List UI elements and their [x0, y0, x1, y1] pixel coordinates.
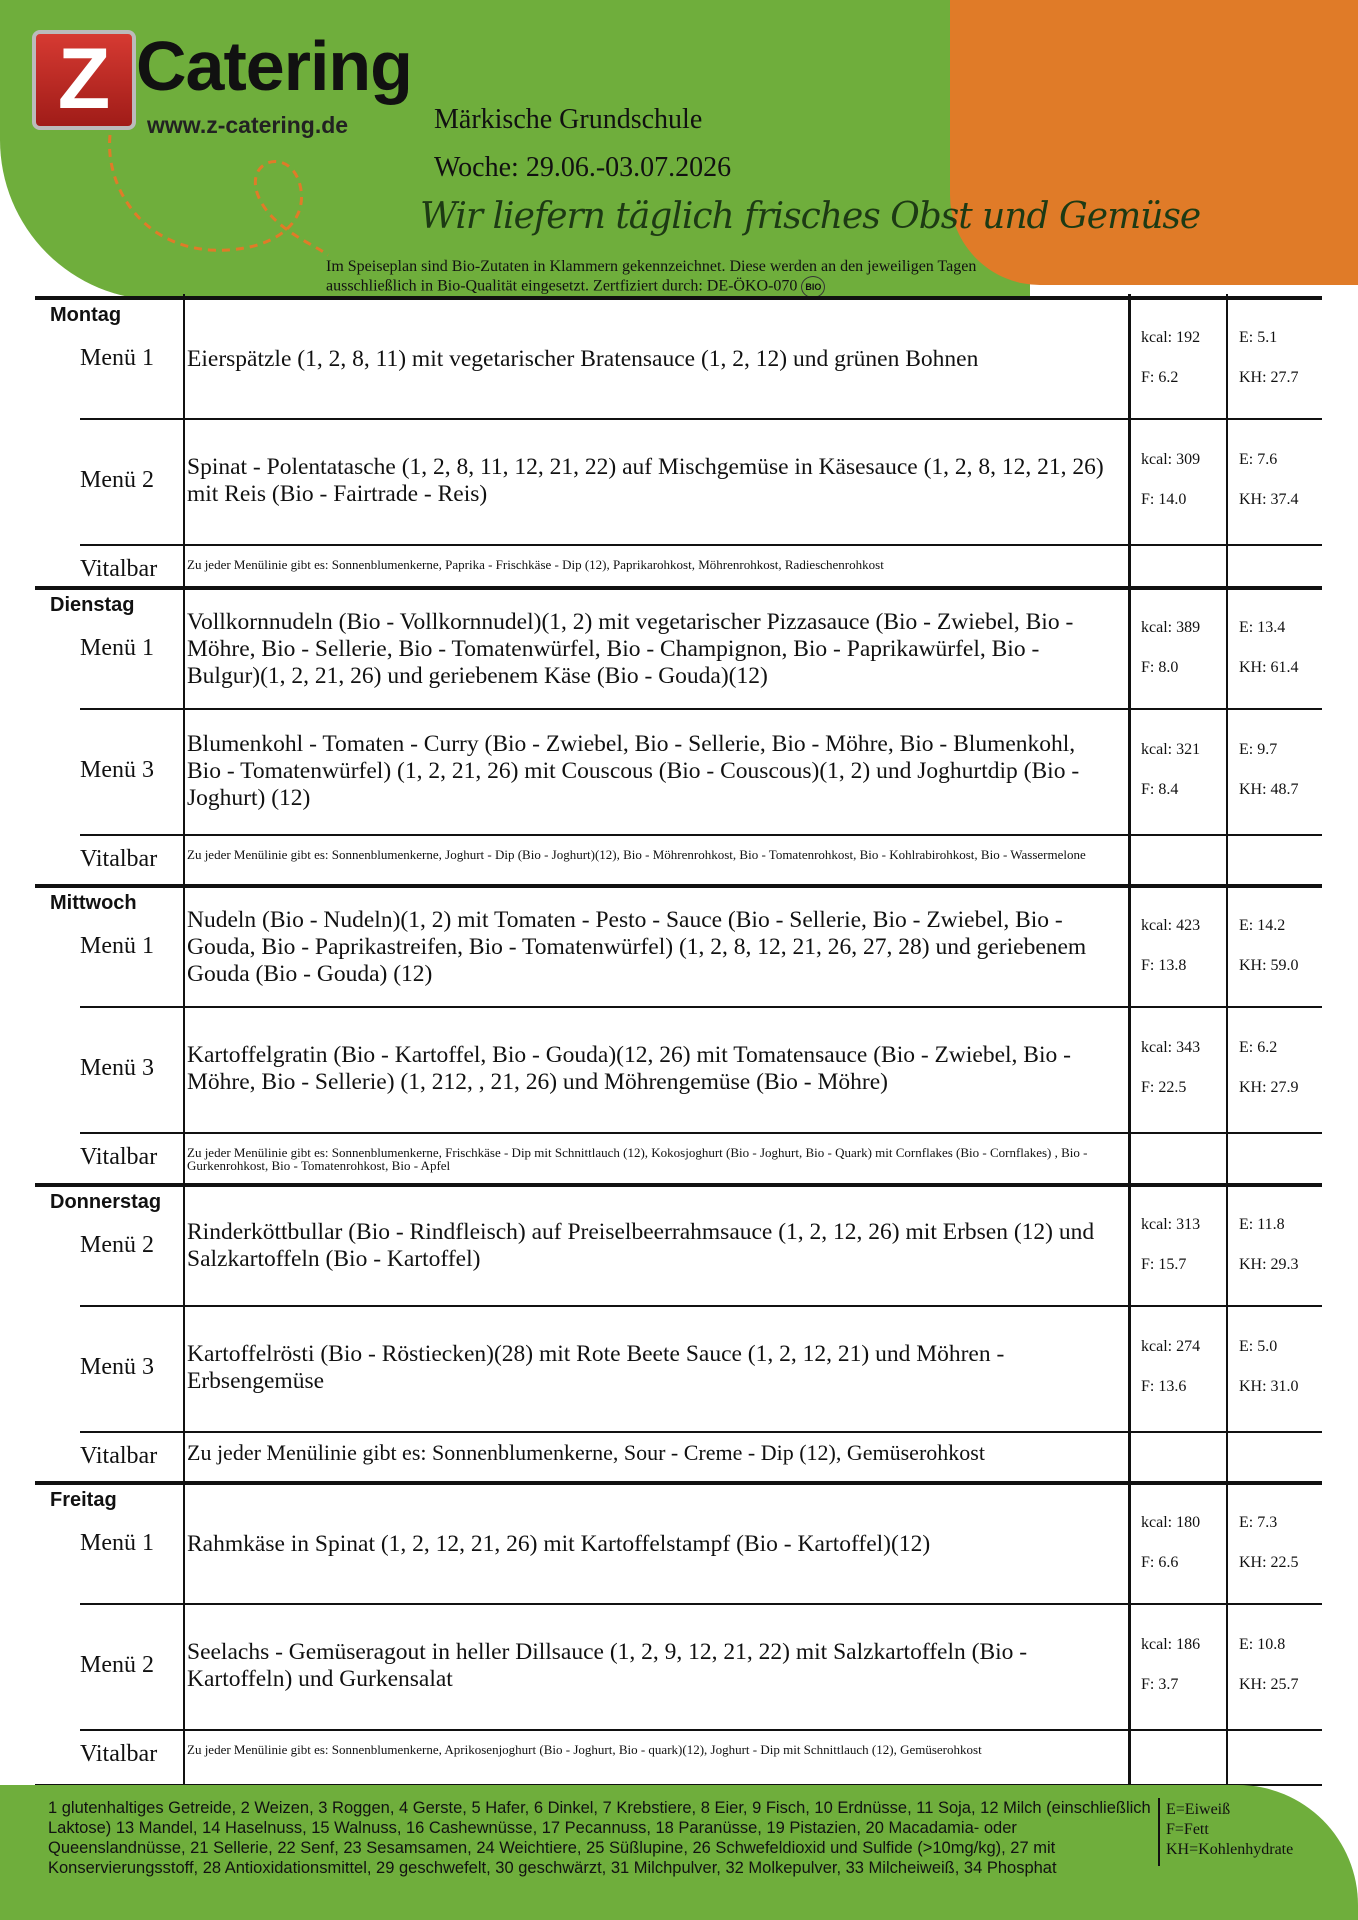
- carbs-value: KH: 25.7: [1239, 1676, 1299, 1693]
- bio-note-text: Im Speiseplan sind Bio-Zutaten in Klammern gekennzeichnet. Diese werden an den jeweiligen Tagen ausschließlich in Bio-Qualität eingesetzt. Zertfiziert durch: DE-ÖKO-070: [326, 258, 977, 295]
- legend-fat: F=Fett: [1166, 1821, 1209, 1838]
- kcal-value: kcal: 180: [1141, 1514, 1201, 1531]
- vitalbar-label: Vitalbar: [80, 1144, 158, 1170]
- kcal-value: kcal: 192: [1141, 329, 1201, 346]
- carbs-value: KH: 27.9: [1239, 1079, 1299, 1096]
- row-divider: [80, 544, 1322, 546]
- vitalbar-label: Vitalbar: [80, 1443, 158, 1469]
- row-divider: [80, 418, 1322, 420]
- menu-label: Menü 3: [80, 757, 154, 783]
- row-divider: [80, 708, 1322, 710]
- kcal-value: kcal: 309: [1141, 451, 1201, 468]
- day-divider: [35, 884, 1322, 888]
- dish-text: Vollkornnudeln (Bio - Vollkornnudel)(1, 2) mit vegetarischer Pizzasauce (Bio - Zwiebel, Bio - Möhre, Bio - Sellerie, Bio - Tomatenwürfel, Bio - Champignon, Bio - Paprikawürfel, Bio - Bulgur)(1, 2, 21, 26) und geriebenem Käse (Bio - Gouda)(12): [187, 608, 1074, 689]
- carbs-value: KH: 37.4: [1239, 491, 1299, 508]
- fat-value: F: 22.5: [1141, 1079, 1187, 1096]
- protein-value: E: 9.7: [1239, 741, 1278, 758]
- decorative-loop: [100, 125, 330, 265]
- day-name-mittwoch: Mittwoch: [50, 892, 137, 914]
- vitalbar-label: Vitalbar: [80, 556, 158, 582]
- dish-column-line: [183, 294, 185, 1784]
- kcal-value: kcal: 274: [1141, 1338, 1201, 1355]
- row-divider: [80, 1132, 1322, 1134]
- menu-label: Menü 2: [80, 1232, 154, 1258]
- logo-url: www.z-catering.de: [147, 112, 349, 138]
- nutrition-divider-line: [1226, 294, 1228, 1784]
- legend-carbs: KH=Kohlenhydrate: [1166, 1841, 1294, 1858]
- day-divider: [35, 296, 1322, 300]
- carbs-value: KH: 31.0: [1239, 1378, 1299, 1395]
- day-name-montag: Montag: [50, 304, 122, 326]
- logo-wordmark: Catering: [136, 27, 412, 105]
- fat-value: F: 6.2: [1141, 369, 1179, 386]
- day-divider: [35, 586, 1322, 590]
- menu-label: Menü 1: [80, 345, 154, 371]
- kcal-value: kcal: 186: [1141, 1636, 1201, 1653]
- row-divider: [80, 1603, 1322, 1605]
- dish-text: Kartoffelrösti (Bio - Röstiecken)(28) mit Rote Beete Sauce (1, 2, 12, 21) und Möhren - Erbsengemüse: [187, 1341, 1005, 1394]
- kcal-value: kcal: 343: [1141, 1039, 1201, 1056]
- vitalbar-label: Vitalbar: [80, 846, 158, 872]
- row-divider: [80, 1729, 1322, 1731]
- carbs-value: KH: 27.7: [1239, 369, 1299, 386]
- dish-text: Blumenkohl - Tomaten - Curry (Bio - Zwiebel, Bio - Sellerie, Bio - Möhre, Bio - Blumenkohl, Bio - Tomatenwürfel) (1, 2, 21, 26) mit Couscous (Bio - Couscous)(1, 2) und Joghurtdip (Bio - Joghurt) (12): [187, 730, 1080, 811]
- fat-value: F: 15.7: [1141, 1256, 1187, 1273]
- fat-value: F: 13.6: [1141, 1378, 1187, 1395]
- dish-text: Rahmkäse in Spinat (1, 2, 12, 21, 26) mit Kartoffelstampf (Bio - Kartoffel)(12): [187, 1530, 931, 1557]
- carbs-value: KH: 29.3: [1239, 1256, 1299, 1273]
- vitalbar-label: Vitalbar: [80, 1741, 158, 1767]
- logo: [32, 22, 412, 138]
- day-name-dienstag: Dienstag: [50, 594, 135, 616]
- carbs-value: KH: 59.0: [1239, 957, 1299, 974]
- day-name-donnerstag: Donnerstag: [50, 1191, 162, 1213]
- protein-value: E: 6.2: [1239, 1039, 1278, 1056]
- row-divider: [80, 834, 1322, 836]
- school-name: Märkische Grundschule: [434, 104, 703, 135]
- week-range: Woche: 29.06.-03.07.2026: [434, 152, 732, 183]
- menu-label: Menü 1: [80, 933, 154, 959]
- carbs-value: KH: 48.7: [1239, 781, 1299, 798]
- dish-text: Rinderköttbullar (Bio - Rindfleisch) auf Preiselbeerrahmsauce (1, 2, 12, 26) mit Erbsen (12) und Salzkartoffeln (Bio - Kartoffel): [187, 1219, 1095, 1272]
- row-divider: [80, 1006, 1322, 1008]
- kcal-value: kcal: 423: [1141, 917, 1201, 934]
- vitalbar-text: Zu jeder Menülinie gibt es: Sonnenblumenkerne, Sour - Creme - Dip (12), Gemüserohkost: [187, 1440, 985, 1465]
- day-divider: [35, 1183, 1322, 1187]
- menu-label: Menü 1: [80, 1530, 154, 1556]
- bio-note: [326, 258, 1026, 298]
- row-divider: [80, 1305, 1322, 1307]
- protein-value: E: 11.8: [1239, 1216, 1285, 1233]
- dish-text: Seelachs - Gemüseragout in heller Dillsauce (1, 2, 9, 12, 21, 22) mit Salzkartoffeln (Bio - Kartoffeln) und Gurkensalat: [187, 1639, 1028, 1692]
- dish-text: Spinat - Polentatasche (1, 2, 8, 11, 12, 21, 22) auf Mischgemüse in Käsesauce (1, 2, 8, 12, 21, 26) mit Reis (Bio - Fairtrade - Reis): [187, 454, 1104, 507]
- nutrition-column-line: [1128, 294, 1131, 1784]
- nutrient-legend: [1166, 1800, 1293, 1860]
- fat-value: F: 14.0: [1141, 491, 1187, 508]
- menu-label: Menü 1: [80, 635, 154, 661]
- legend-divider: [1158, 1798, 1160, 1866]
- protein-value: E: 13.4: [1239, 619, 1286, 636]
- menu-label: Menü 3: [80, 1354, 154, 1380]
- carbs-value: KH: 22.5: [1239, 1554, 1299, 1571]
- menu-label: Menü 2: [80, 1652, 154, 1678]
- vitalbar-text: Zu jeder Menülinie gibt es: Sonnenblumenkerne, Paprika - Frischkäse - Dip (12), Paprikarohkost, Möhrenrohkost, Radieschenrohkost: [187, 557, 884, 572]
- dish-text: Nudeln (Bio - Nudeln)(1, 2) mit Tomaten - Pesto - Sauce (Bio - Sellerie, Bio - Zwiebel, Bio - Gouda, Bio - Paprikastreifen, Bio - Tomatenwürfel) (1, 2, 8, 12, 21, 26, 27, 28) und geriebenem Gouda (Bio - Gouda) (12): [187, 906, 1087, 987]
- dish-text: Eierspätzle (1, 2, 8, 11) mit vegetarischer Bratensauce (1, 2, 12) und grünen Bohnen: [187, 345, 979, 372]
- row-divider: [80, 1431, 1322, 1433]
- vitalbar-text: Zu jeder Menülinie gibt es: Sonnenblumenkerne, Joghurt - Dip (Bio - Joghurt)(12), Bio - Möhrenrohkost, Bio - Tomatenrohkost, Bio - Kohlrabirohkost, Bio - Wassermelone: [187, 847, 1086, 862]
- kcal-value: kcal: 389: [1141, 619, 1201, 636]
- day-name-freitag: Freitag: [50, 1489, 117, 1511]
- allergen-list: 1 glutenhaltiges Getreide, 2 Weizen, 3 Roggen, 4 Gerste, 5 Hafer, 6 Dinkel, 7 Krebstiere, 8 Eier, 9 Fisch, 10 Erdnüsse, 11 Soja, 12 Milch (einschließlich Laktose) 13 Mandel, 14 Haselnuss, 15 Walnuss, 16 Cashewnüsse, 17 Pecannuss, 18 Paranüsse, 19 Pistazien, 20 Macadamia- oder Queenslandnüsse, 21 Sellerie, 22 Senf, 23 Sesamsamen, 24 Weichtiere, 25 Süßlupine, 26 Schwefeldioxid und Sulfide (>10mg/kg), 27 mit Konservierungsstoff, 28 Antioxidationsmittel, 29 geschwefelt, 30 geschwärzt, 31 Milchpulver, 32 Molkepulver, 33 Milcheiweiß, 34 Phosphat: [48, 1799, 1151, 1877]
- slogan: Wir liefern täglich frisches Obst und Gemüse: [420, 196, 1201, 237]
- kcal-value: kcal: 313: [1141, 1216, 1201, 1233]
- header-orange-splash: [950, 0, 1358, 285]
- bio-badge: BIO: [801, 276, 825, 298]
- dish-text: Kartoffelgratin (Bio - Kartoffel, Bio - Gouda)(12, 26) mit Tomatensauce (Bio - Zwiebel, Bio - Möhre, Bio - Sellerie) (1, 212, , 21, 26) und Möhrengemüse (Bio - Möhre): [187, 1042, 1071, 1095]
- protein-value: E: 14.2: [1239, 917, 1286, 934]
- protein-value: E: 10.8: [1239, 1636, 1286, 1653]
- legend-protein: E=Eiweiß: [1166, 1801, 1231, 1818]
- kcal-value: kcal: 321: [1141, 741, 1201, 758]
- logo-z-mark: Z: [32, 30, 136, 130]
- protein-value: E: 5.0: [1239, 1338, 1278, 1355]
- fat-value: F: 13.8: [1141, 957, 1187, 974]
- vitalbar-text: Zu jeder Menülinie gibt es: Sonnenblumenkerne, Frischkäse - Dip mit Schnittlauch (12), Kokosjoghurt (Bio - Joghurt, Bio - Quark) mit Cornflakes (Bio - Cornflakes) , Bio - Gurkenrohkost, Bio - Tomatenrohkost, Bio - Apfel: [187, 1145, 1088, 1173]
- carbs-value: KH: 61.4: [1239, 659, 1299, 676]
- fat-value: F: 8.4: [1141, 781, 1179, 798]
- menu-label: Menü 3: [80, 1055, 154, 1081]
- protein-value: E: 7.3: [1239, 1514, 1278, 1531]
- vitalbar-text: Zu jeder Menülinie gibt es: Sonnenblumenkerne, Aprikosenjoghurt (Bio - Joghurt, Bio - quark)(12), Joghurt - Dip mit Schnittlauch (12), Gemüserohkost: [187, 1742, 982, 1757]
- fat-value: F: 8.0: [1141, 659, 1179, 676]
- menu-label: Menü 2: [80, 467, 154, 493]
- protein-value: E: 5.1: [1239, 329, 1278, 346]
- protein-value: E: 7.6: [1239, 451, 1278, 468]
- day-divider: [35, 1481, 1322, 1485]
- fat-value: F: 3.7: [1141, 1676, 1179, 1693]
- fat-value: F: 6.6: [1141, 1554, 1179, 1571]
